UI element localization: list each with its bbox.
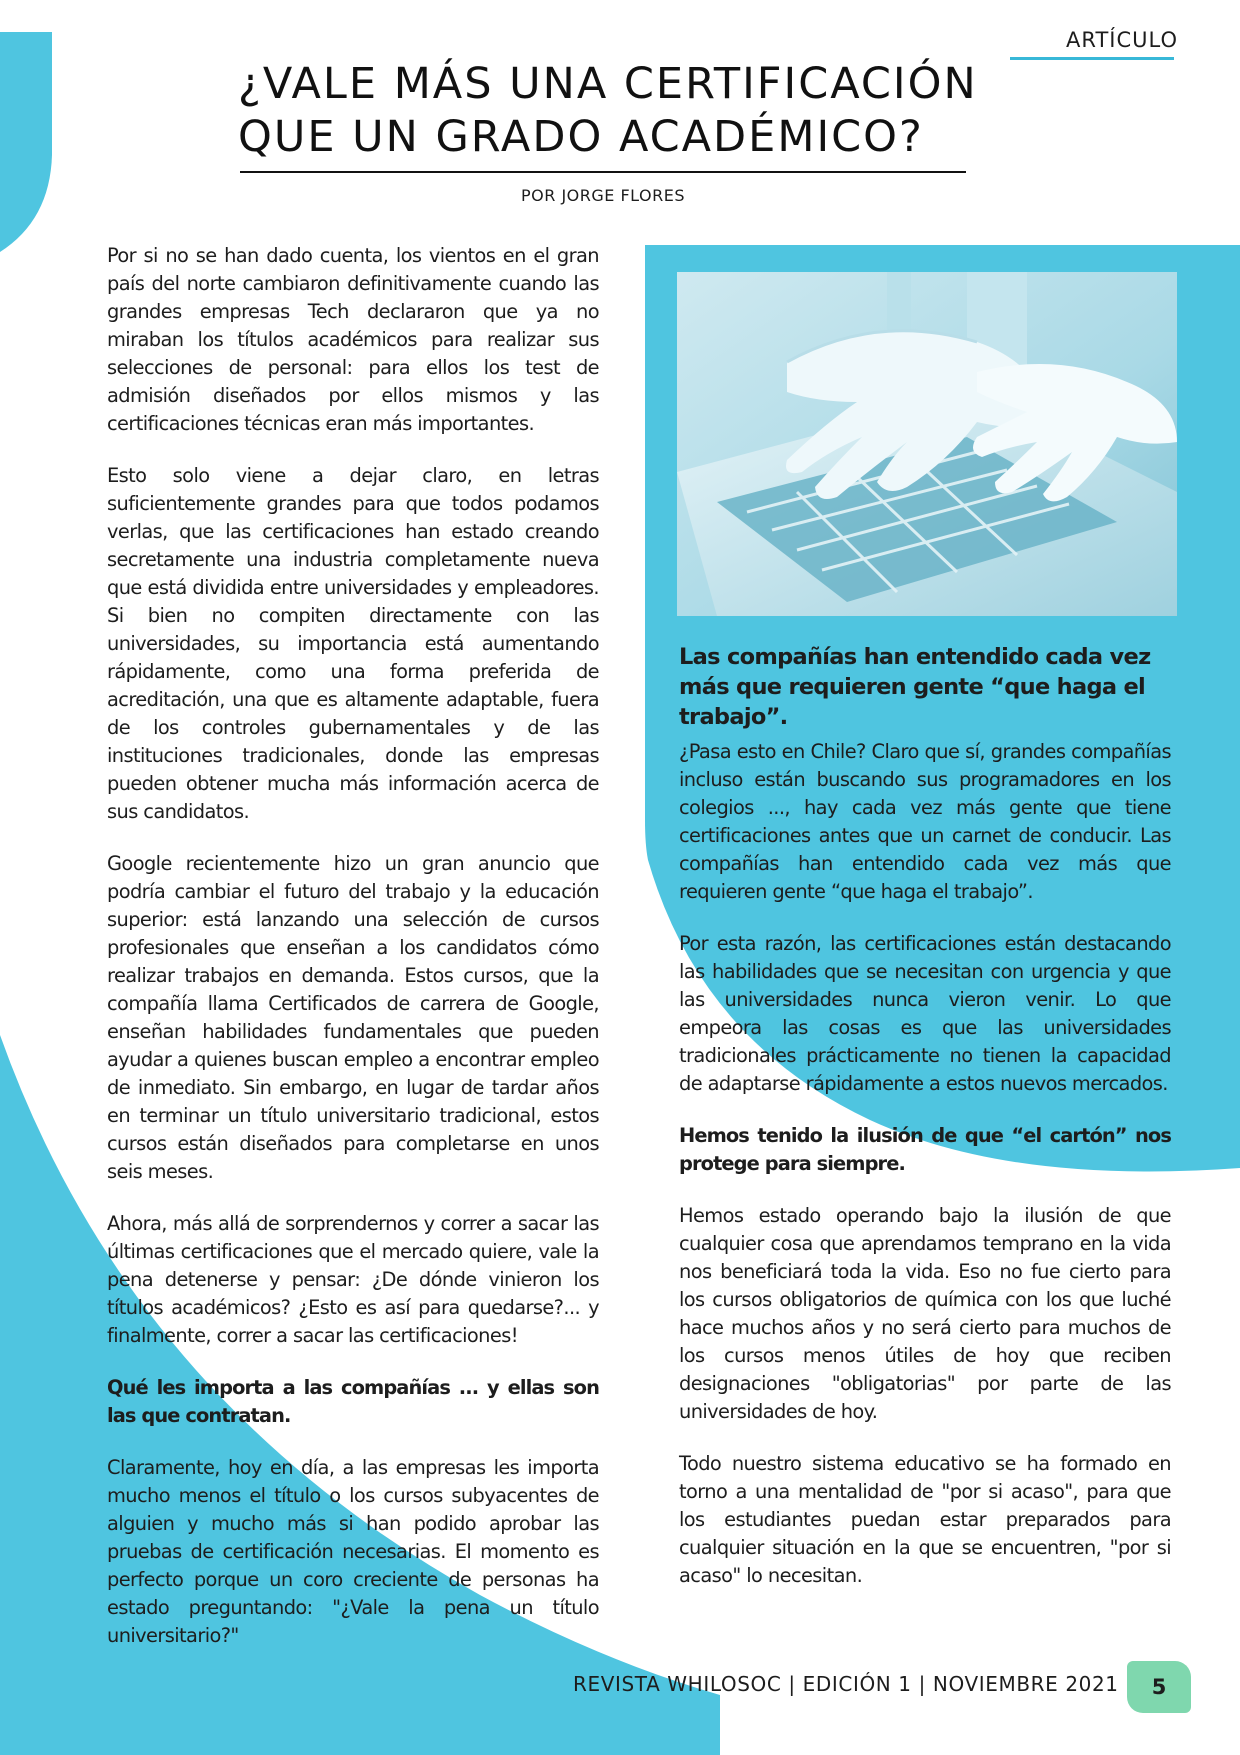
- article-title: [238, 58, 998, 164]
- page-number-badge: [1127, 1661, 1191, 1713]
- section-label: ARTÍCULO: [1066, 28, 1178, 52]
- footer-text: REVISTA WHILOSOC | EDICIÓN 1 | NOVIEMBRE 2021: [573, 1672, 1119, 1696]
- paragraph: ¿Pasa esto en Chile? Claro que sí, grandes compañías incluso están buscando sus programadores en los colegios ..., hay cada vez más gente que tiene certificaciones antes que un carnet de conducir. Las compañías han entendido cada vez más que requieren gente “que haga el trabajo”.: [679, 740, 1171, 903]
- page-number: 5: [1151, 1675, 1167, 1699]
- paragraph: Google recientemente hizo un gran anuncio que podría cambiar el futuro del trabajo y la educación superior: está lanzando una selección de cursos profesionales que enseñan a los candidatos cómo realizar trabajos en demanda. Estos cursos, que la compañía llama Certificados de carrera de Google, enseñan habilidades fundamentales que pueden ayudar a quienes buscan empleo a encontrar empleo de inmediato. Sin embargo, en lugar de tardar años en terminar un título universitario tradicional, estos cursos están diseñados para completarse en unos seis meses.: [107, 852, 599, 1183]
- subheading: Hemos tenido la ilusión de que “el cartón” nos protege para siempre.: [679, 1124, 1171, 1175]
- left-column: [107, 242, 599, 1674]
- paragraph: Ahora, más allá de sorprendernos y correr a sacar las últimas certificaciones que el mercado quiere, vale la pena detenerse y pensar: ¿De dónde vinieron los títulos académicos? ¿Esto es así para quedarse?... y finalmente, correr a sacar las certificaciones!: [107, 1212, 599, 1347]
- top-left-accent-shape: [0, 32, 52, 252]
- title-line-1: ¿VALE MÁS UNA CERTIFICACIÓN: [238, 59, 978, 109]
- paragraph: Todo nuestro sistema educativo se ha formado en torno a una mentalidad de "por si acaso", para que los estudiantes puedan estar preparados para cualquier situación en la que se encuentren, "por si acaso" lo necesitan.: [679, 1452, 1171, 1587]
- paragraph: Hemos estado operando bajo la ilusión de que cualquier cosa que aprendamos temprano en la vida nos beneficiará toda la vida. Eso no fue cierto para los cursos obligatorios de química con los que luché hace muchos años y no será cierto para muchos de los cursos menos útiles de hoy que reciben designaciones "obligatorias" por parte de las universidades de hoy.: [679, 1204, 1171, 1423]
- byline: POR JORGE FLORES: [521, 186, 685, 205]
- right-column: [679, 738, 1171, 1614]
- title-line-2: QUE UN GRADO ACADÉMICO?: [238, 112, 924, 162]
- paragraph: Por esta razón, las certificaciones están destacando las habilidades que se necesitan con urgencia y que las universidades nunca vieron venir. Lo que empeora las cosas es que las universidades tradicionales prácticamente no tienen la capacidad de adaptarse rápidamente a estos nuevos mercados.: [679, 932, 1171, 1095]
- subheading: Qué les importa a las compañías ... y ellas son las que contratan.: [107, 1376, 599, 1427]
- pull-quote: Las compañías han entendido cada vez más que requieren gente “que haga el trabajo”.: [679, 644, 1151, 730]
- paragraph: Claramente, hoy en día, a las empresas les importa mucho menos el título o los cursos subyacentes de alguien y mucho más si han podido aprobar las pruebas de certificación necesarias. El momento es perfecto porque un coro creciente de personas ha estado preguntando: "¿Vale la pena un título universitario?": [107, 1456, 599, 1647]
- title-divider: [240, 171, 966, 173]
- hands-typing-laptop-photo: [677, 272, 1177, 616]
- paragraph: Esto solo viene a dejar claro, en letras suficientemente grandes para que todos podamos verlas, que las certificaciones han estado creando secretamente una industria completamente nueva que está dividida entre universidades y empleadores. Si bien no compiten directamente con las universidades, su importancia está aumentando rápidamente, como una forma preferida de acreditación, una que es altamente adaptable, fuera de los controles gubernamentales y de las instituciones tradicionales, donde las empresas pueden obtener mucha más información acerca de sus candidatos.: [107, 464, 599, 823]
- section-underline: [1010, 57, 1174, 60]
- paragraph: Por si no se han dado cuenta, los vientos en el gran país del norte cambiaron definitivamente cuando las grandes empresas Tech declararon que ya no miraban los títulos académicos para realizar sus selecciones de personal: para ellos los test de admisión diseñados por ellos mismos y las certificaciones técnicas eran más importantes.: [107, 244, 599, 435]
